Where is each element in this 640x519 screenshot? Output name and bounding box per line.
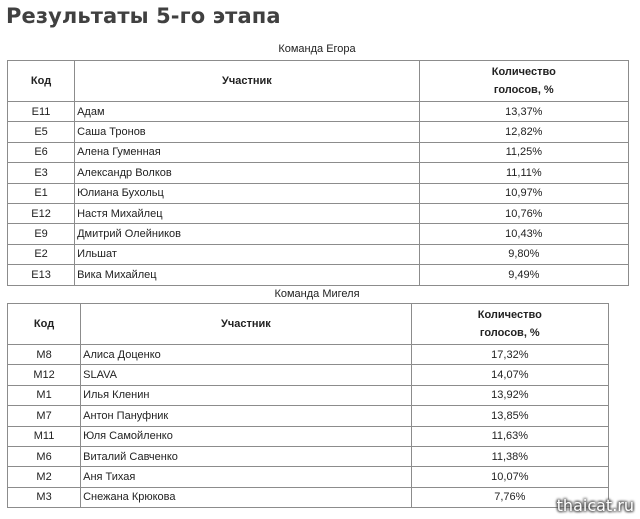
participant-code: M11: [8, 426, 81, 446]
table-row: [8, 345, 609, 365]
column-header-votes: [419, 61, 628, 102]
table-row: [8, 142, 629, 162]
participant-name: Снежана Крюкова: [81, 487, 412, 507]
vote-percentage: 11,63%: [411, 426, 608, 446]
column-header-code: Код: [8, 304, 81, 345]
participant-name: Алена Гуменная: [75, 142, 420, 162]
participant-name: SLAVA: [81, 365, 412, 385]
table-row: [8, 163, 629, 183]
column-header-participant: Участник: [81, 304, 412, 345]
participant-code: E6: [8, 142, 75, 162]
vote-percentage: 9,49%: [419, 265, 628, 285]
table-row: [8, 265, 629, 285]
votes-header-line2: голосов, %: [493, 84, 554, 96]
participant-code: M2: [8, 467, 81, 487]
participant-code: E3: [8, 163, 75, 183]
participant-code: E9: [8, 224, 75, 244]
table-row: [8, 224, 629, 244]
column-header-participant: Участник: [75, 61, 420, 102]
participant-name: Виталий Савченко: [81, 446, 412, 466]
participant-code: E2: [8, 244, 75, 264]
participant-code: M3: [8, 487, 81, 507]
participant-code: M7: [8, 406, 81, 426]
participant-code: M8: [8, 345, 81, 365]
participant-name: Ильшат: [75, 244, 420, 264]
participant-code: E1: [8, 183, 75, 203]
vote-percentage: 10,97%: [419, 183, 628, 203]
team-miguel-table: [7, 303, 609, 508]
participant-code: E11: [8, 102, 75, 122]
vote-percentage: 11,25%: [419, 142, 628, 162]
participant-name: Вика Михайлец: [75, 265, 420, 285]
vote-percentage: 14,07%: [411, 365, 608, 385]
participant-code: M6: [8, 446, 81, 466]
participant-code: M12: [8, 365, 81, 385]
table-row: [8, 102, 629, 122]
vote-percentage: 13,37%: [419, 102, 628, 122]
participant-code: E5: [8, 122, 75, 142]
table-header-row: [8, 304, 609, 345]
site-watermark: thaicat.ru: [556, 496, 634, 515]
participant-name: Аня Тихая: [81, 467, 412, 487]
table-row: [8, 385, 609, 405]
team-egor-caption: Команда Егора: [278, 43, 356, 55]
page-title: Результаты 5-го этапа: [6, 4, 281, 28]
votes-header-line1: Количество: [491, 66, 556, 78]
participant-name: Юлиана Бухольц: [75, 183, 420, 203]
participant-name: Илья Кленин: [81, 385, 412, 405]
votes-header-line1: Количество: [477, 309, 542, 321]
vote-percentage: 10,76%: [419, 203, 628, 223]
participant-name: Юля Самойленко: [81, 426, 412, 446]
table-row: [8, 426, 609, 446]
table-row: [8, 487, 609, 507]
participant-name: Саша Тронов: [75, 122, 420, 142]
participant-code: E13: [8, 265, 75, 285]
column-header-code: Код: [8, 61, 75, 102]
table-row: [8, 122, 629, 142]
vote-percentage: 10,43%: [419, 224, 628, 244]
participant-code: M1: [8, 385, 81, 405]
participant-name: Дмитрий Олейников: [75, 224, 420, 244]
table-row: [8, 244, 629, 264]
vote-percentage: 11,38%: [411, 446, 608, 466]
vote-percentage: 11,11%: [419, 163, 628, 183]
table-row: [8, 365, 609, 385]
vote-percentage: 13,92%: [411, 385, 608, 405]
table-row: [8, 183, 629, 203]
vote-percentage: 9,80%: [419, 244, 628, 264]
team-egor-table: [7, 60, 629, 286]
vote-percentage: 17,32%: [411, 345, 608, 365]
table-row: [8, 467, 609, 487]
table-row: [8, 406, 609, 426]
votes-header-line2: голосов, %: [479, 327, 540, 339]
participant-name: Антон Пануфник: [81, 406, 412, 426]
participant-name: Александр Волков: [75, 163, 420, 183]
participant-name: Алиса Доценко: [81, 345, 412, 365]
team-miguel-caption: Команда Мигеля: [274, 288, 360, 300]
team-miguel-rows: [8, 345, 609, 508]
vote-percentage: 7,76%: [411, 487, 608, 507]
table-header-row: [8, 61, 629, 102]
participant-code: E12: [8, 203, 75, 223]
column-header-votes: [411, 304, 608, 345]
table-row: [8, 446, 609, 466]
team-egor-rows: [8, 102, 629, 286]
participant-name: Адам: [75, 102, 420, 122]
vote-percentage: 13,85%: [411, 406, 608, 426]
table-row: [8, 203, 629, 223]
vote-percentage: 10,07%: [411, 467, 608, 487]
participant-name: Настя Михайлец: [75, 203, 420, 223]
vote-percentage: 12,82%: [419, 122, 628, 142]
